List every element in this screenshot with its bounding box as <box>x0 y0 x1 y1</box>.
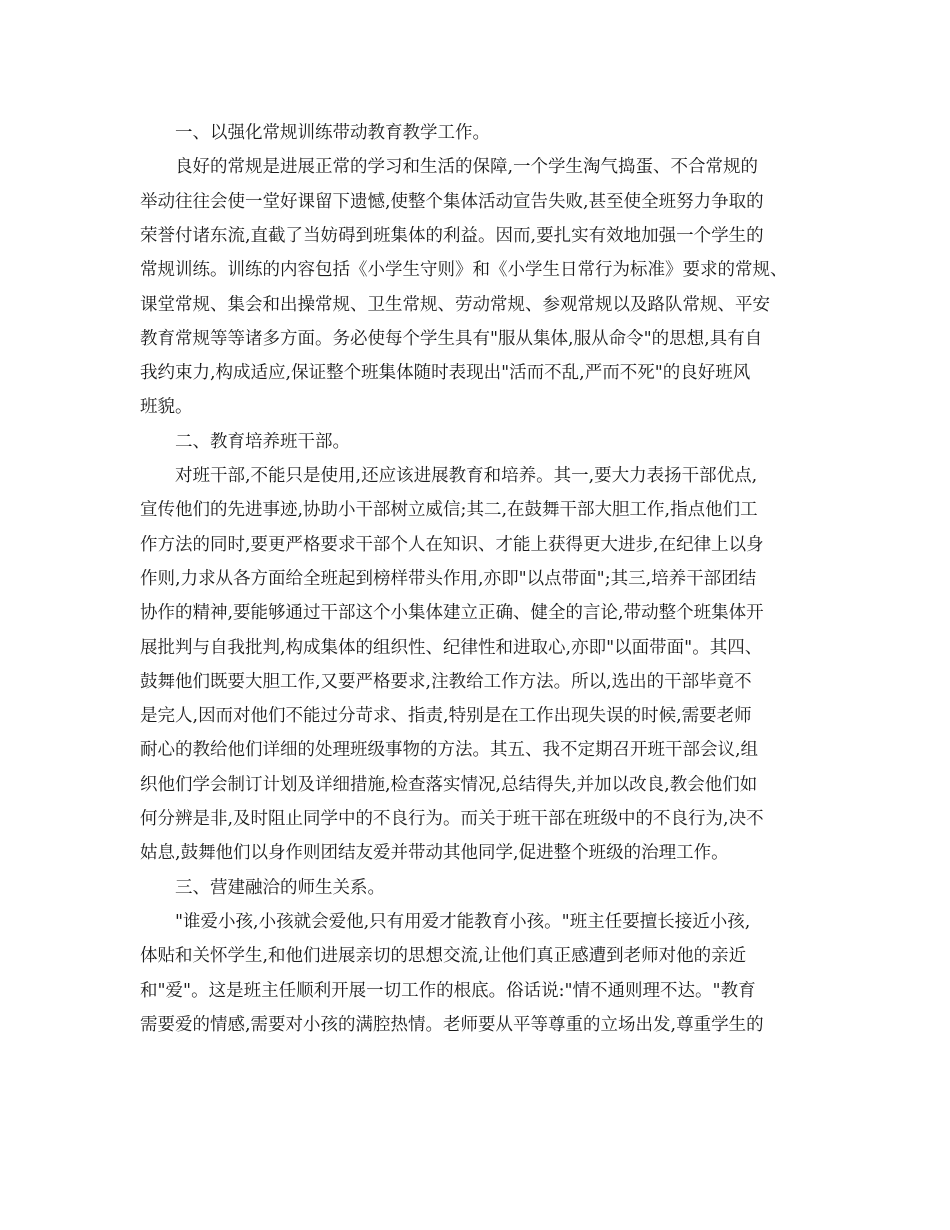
paragraph-line: 体贴和关怀学生,和他们进展亲切的思想交流,让他们真正感遭到老师对他的亲近 <box>140 946 747 967</box>
paragraph-line: 常规训练。训练的内容包括《小学生守则》和《小学生日常行为标准》要求的常规、 <box>140 260 788 281</box>
paragraph-line: 协作的精神,要能够通过干部这个小集体建立正确、健全的言论,带动整个班集体开 <box>140 603 764 624</box>
paragraph-line: 展批判与自我批判,构成集体的组织性、纪律性和进取心,亦即"以面带面"。其四、 <box>140 637 763 658</box>
paragraph-line: 鼓舞他们既要大胆工作,又要严格要求,注教给工作方法。所以,选出的干部毕竟不 <box>140 671 752 692</box>
paragraph-line: 姑息,鼓舞他们以身作则团结友爱并带动其他同学,促进整个班级的治理工作。 <box>140 843 729 864</box>
paragraph-line: 是完人,因而对他们不能过分苛求、指责,特别是在工作出现失误的时候,需要老师 <box>140 706 752 727</box>
paragraph-line: 作方法的同时,要更严格要求干部个人在知识、才能上获得更大进步,在纪律上以身 <box>140 534 764 555</box>
paragraph-first-line: 对班干部,不能只是使用,还应该进展教育和培养。其一,要大力表扬干部优点, <box>175 466 758 486</box>
paragraph-first-line: 三、营建融洽的师生关系。 <box>175 877 385 898</box>
paragraph-line: 举动往往会使一堂好课留下遗憾,使整个集体活动宣告失败,甚至使全班努力争取的 <box>140 191 764 212</box>
paragraph-first-line: 二、教育培养班干部。 <box>175 431 350 452</box>
paragraph-line: 我约束力,构成适应,保证整个班集体随时表现出"活而不乱,严而不死"的良好班风 <box>140 363 751 384</box>
paragraph-line: 和"爱"。这是班主任顺利开展一切工作的根底。俗话说:"情不通则理不达。"教育 <box>140 980 756 1001</box>
paragraph-line: 宣传他们的先进事迹,协助小干部树立威信;其二,在鼓舞干部大胆工作,指点他们工 <box>140 500 758 521</box>
paragraph-line: 班貌。 <box>140 397 193 418</box>
paragraph-line: 课堂常规、集会和出操常规、卫生常规、劳动常规、参观常规以及路队常规、平安 <box>140 294 770 315</box>
paragraph-line: 耐心的教给他们详细的处理班级事物的方法。其五、我不定期召开班干部会议,组 <box>140 740 759 761</box>
paragraph-line: 荣誉付诸东流,直截了当妨碍到班集体的利益。因而,要扎实有效地加强一个学生的 <box>140 225 764 246</box>
paragraph-line: 教育常规等等诸多方面。务必使每个学生具有"服从集体,服从命令"的思想,具有自 <box>140 328 763 349</box>
paragraph-line: 需要爱的情感,需要对小孩的满腔热情。老师要从平等尊重的立场出发,尊重学生的 <box>140 1014 764 1035</box>
paragraph-first-line: 良好的常规是进展正常的学习和生活的保障,一个学生淘气捣蛋、不合常规的 <box>175 157 759 178</box>
paragraph-first-line: 一、以强化常规训练带动教育教学工作。 <box>175 123 490 143</box>
paragraph-line: 作则,力求从各方面给全班起到榜样带头作用,亦即"以点带面";其三,培养干部团结 <box>140 568 757 589</box>
paragraph-first-line: "谁爱小孩,小孩就会爱他,只有用爱才能教育小孩。"班主任要擅长接近小孩, <box>175 911 751 932</box>
paragraph-line: 何分辨是非,及时阻止同学中的不良行为。而关于班干部在班级中的不良行为,决不 <box>140 809 764 829</box>
paragraph-line: 织他们学会制订计划及详细措施,检查落实情况,总结得失,并加以改良,教会他们如 <box>140 774 758 795</box>
